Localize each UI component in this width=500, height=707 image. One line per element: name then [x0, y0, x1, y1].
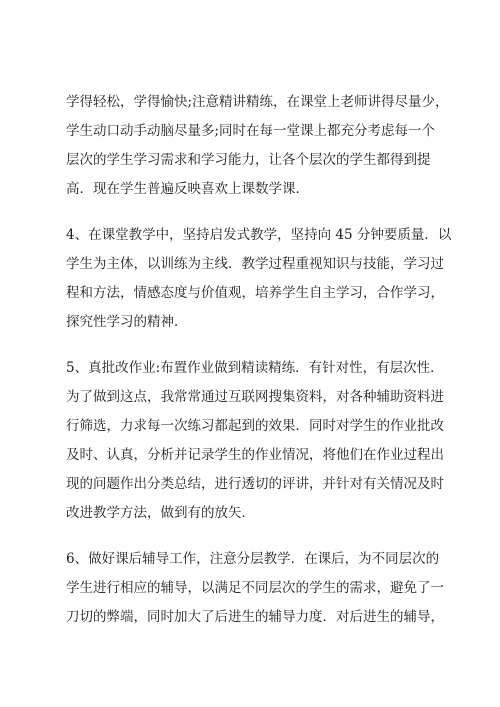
text-line: 刀切的弊端，同时加大了后进生的辅导力度．对后进生的辅导， [66, 609, 444, 625]
text-line: 程和方法，情感态度与价值观，培养学生自主学习，合作学习， [66, 285, 444, 301]
text-line: 学生动口动手动脑尽量多;同时在每一堂课上都充分考虑每一个 [66, 123, 436, 139]
text-line: 改进教学方法，做到有的放矢． [66, 505, 255, 521]
text-line: 探究性学习的精神． [66, 314, 188, 330]
text-line: 学得轻松，学得愉快;注意精讲精练，在课堂上老师讲得尽量少， [66, 94, 449, 110]
text-line: 为了做到这点，我常常通过互联网搜集资料，对各种辅助资料进 [66, 389, 444, 405]
text-line: 学生进行相应的辅导，以满足不同层次的学生的需求，避免了一 [66, 580, 444, 596]
text-line: 及时、认真，分析并记录学生的作业情况，将他们在作业过程出 [66, 447, 444, 463]
text-line: 行筛选，力求每一次练习都起到的效果．同时对学生的作业批改 [66, 418, 444, 434]
text-line: 6、做好课后辅导工作，注意分层教学．在课后，为不同层次的 [66, 551, 440, 567]
text-line: 4、在课堂教学中，坚持启发式教学，坚持向 45 分钟要质量．以 [66, 227, 452, 243]
text-line: 高．现在学生普遍反映喜欢上课数学课． [66, 181, 309, 197]
text-line: 层次的学生学习需求和学习能力，让各个层次的学生都得到提 [66, 152, 431, 168]
text-line: 现的问题作出分类总结，进行透切的评讲，并针对有关情况及时 [66, 476, 444, 492]
text-line: 学生为主体，以训练为主线．教学过程重视知识与技能，学习过 [66, 256, 444, 272]
text-line: 5、真批改作业:布置作业做到精读精练．有针对性，有层次性． [66, 360, 444, 376]
